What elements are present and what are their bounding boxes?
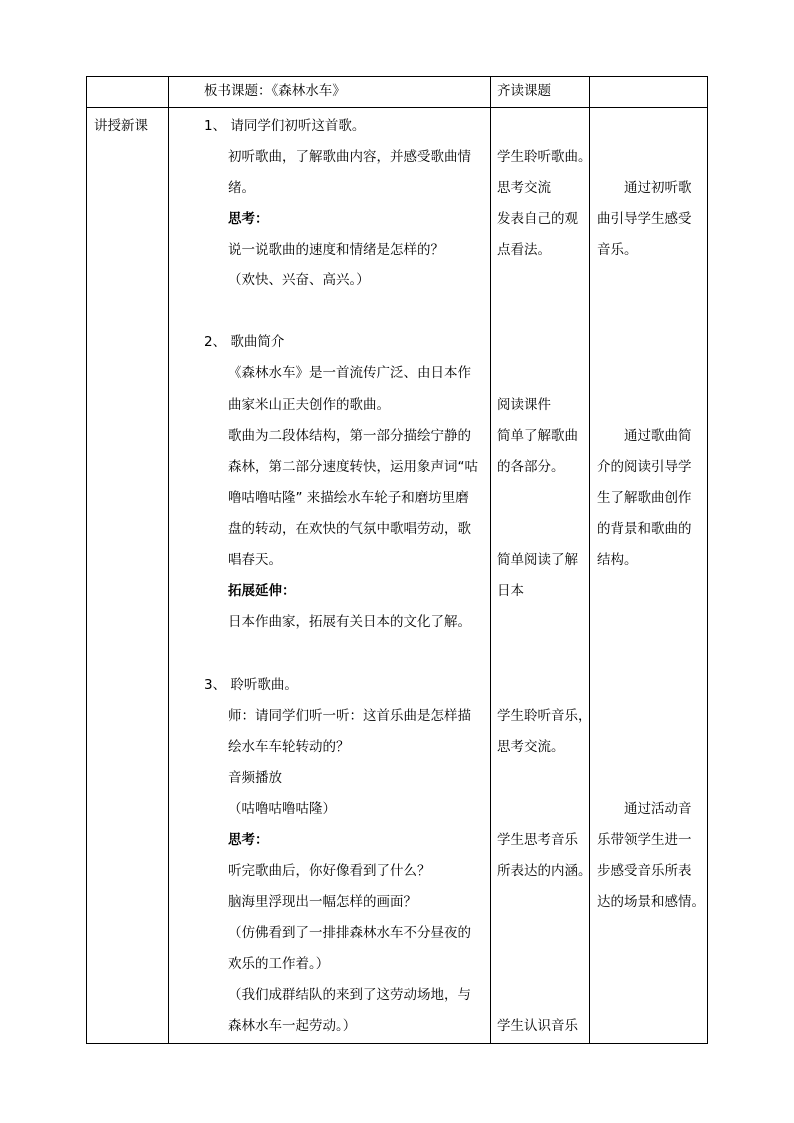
student-line: 思考交流 (497, 180, 551, 196)
purpose-line: 通过初听歌 (624, 180, 692, 196)
content-line: 日本作曲家，拓展有关日本的文化了解。 (228, 614, 471, 630)
content-line: 唱春天。 (228, 552, 282, 568)
purpose-line: 通过活动音 (624, 801, 692, 817)
content-line: 脑海里浮现出一幅怎样的画面？ (228, 894, 417, 910)
student-line: 简单了解歌曲 (497, 428, 578, 444)
content-line: 盘的转动，在欢快的气氛中歌唱劳动，歌 (228, 521, 471, 537)
student-line: 发表自己的观 (497, 211, 578, 227)
content-line: 森林水车一起劳动。） (228, 1018, 357, 1034)
purpose-line: 介的阅读引导学 (597, 459, 692, 475)
content-line: 1、 请同学们初听这首歌。 (204, 118, 366, 134)
content-line: （我们成群结队的来到了这劳动场地，与 (228, 987, 471, 1003)
column-divider (490, 77, 491, 1043)
content-line: （咕噜咕噜咕隆） (228, 801, 336, 817)
content-line: 3、 聆听歌曲。 (204, 677, 298, 693)
purpose-line: 乐带领学生进一 (597, 832, 692, 848)
student-line: 日本 (497, 583, 524, 599)
column-divider (589, 77, 590, 1043)
content-line: 说一说歌曲的速度和情绪是怎样的？ (228, 242, 444, 258)
content-line: 歌曲为二段体结构，第一部分描绘宁静的 (228, 428, 471, 444)
student-line: 所表达的内涵。 (497, 863, 592, 879)
student-line: 点看法。 (497, 242, 551, 258)
content-line: 绪。 (228, 180, 255, 196)
purpose-line: 生了解歌曲创作 (597, 490, 692, 506)
content-line: 思考： (228, 832, 269, 848)
content-line: 师：请同学们听一听：这首乐曲是怎样描 (228, 708, 471, 724)
purpose-line: 音乐。 (597, 242, 638, 258)
header-board-title: 板书课题：《森林水车》 (204, 83, 346, 99)
row-label: 讲授新课 (94, 118, 148, 134)
content-line: 初听歌曲，了解歌曲内容，并感受歌曲情 (228, 149, 471, 165)
student-line: 学生思考音乐 (497, 832, 578, 848)
purpose-line: 通过歌曲简 (624, 428, 692, 444)
student-line: 的各部分。 (497, 459, 565, 475)
content-line: 绘水车车轮转动的？ (228, 739, 350, 755)
purpose-line: 步感受音乐所表 (597, 863, 692, 879)
purpose-line: 曲引导学生感受 (597, 211, 692, 227)
student-line: 阅读课件 (497, 397, 551, 413)
header-reading: 齐读课题 (497, 83, 551, 99)
content-line: 音频播放 (228, 770, 282, 786)
content-line: 森林，第二部分速度转快，运用象声词“咕 (228, 459, 478, 475)
content-line: 噜咕噜咕隆” 来描绘水车轮子和磨坊里磨 (228, 490, 469, 506)
content-line: （仿佛看到了一排排森林水车不分昼夜的 (228, 925, 471, 941)
student-line: 学生认识音乐 (497, 1018, 578, 1034)
content-line: 2、 歌曲简介 (204, 334, 285, 350)
student-line: 简单阅读了解 (497, 552, 578, 568)
content-line: 曲家米山正夫创作的歌曲。 (228, 397, 390, 413)
purpose-line: 达的场景和感情。 (597, 894, 705, 910)
content-line: 欢乐的工作着。） (228, 956, 330, 972)
content-line: 听完歌曲后，你好像看到了什么？ (228, 863, 431, 879)
content-line: 《森林水车》是一首流传广泛、由日本作 (228, 365, 471, 381)
student-line: 学生聆听音乐， (497, 708, 592, 724)
student-line: 学生聆听歌曲。 (497, 149, 592, 165)
row-divider (87, 107, 707, 108)
purpose-line: 结构。 (597, 552, 638, 568)
content-line: 思考： (228, 211, 269, 227)
content-line: （欢快、兴奋、高兴。） (228, 272, 370, 288)
purpose-line: 的背景和歌曲的 (597, 521, 692, 537)
column-divider (168, 77, 169, 1043)
student-line: 思考交流。 (497, 739, 565, 755)
content-line: 拓展延伸： (228, 583, 296, 599)
